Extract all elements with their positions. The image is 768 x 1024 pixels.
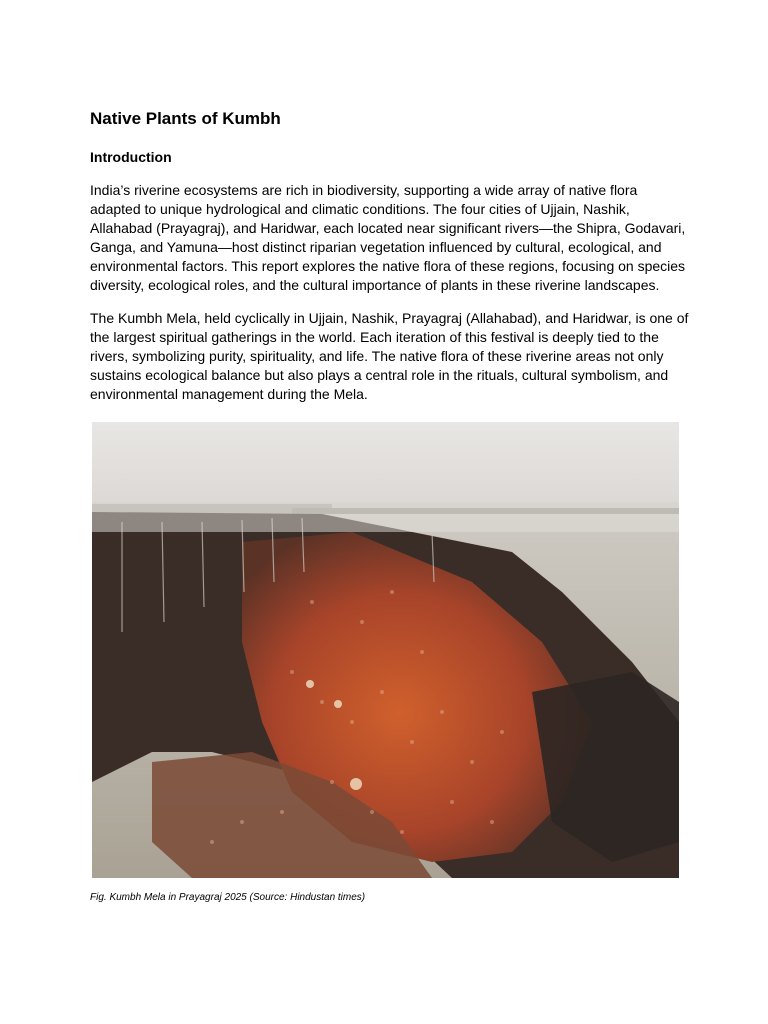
- paragraph-intro: India’s riverine ecosystems are rich in biodiversity, supporting a wide array of native flora adapted to unique hydrological and climatic conditions. The four cities of Ujjain, Nashik, Allahabad (Prayagraj), and Haridwar, each located near significant rivers—the Shipra, Godavari, Ganga, and Yamuna—host distinct riparian vegetation influenced by cultural, ecological, and environmental factors. This report explores the native flora of these regions, focusing on species diversity, ecological roles, and the cultural importance of plants in these riverine landscapes.: [90, 182, 686, 293]
- kumbh-mela-photo: [92, 422, 679, 878]
- paragraph-kumbh-mela: The Kumbh Mela, held cyclically in Ujjain, Nashik, Prayagraj (Allahabad), and Haridwar, is one of the largest spiritual gatherings in the world. Each iteration of this festival is deeply tied to the rivers, symbolizing purity, spirituality, and life. The native flora of these riverine areas not only sustains ecological balance but also plays a central role in the rituals, cultural symbolism, and environmental management during the Mela.: [90, 310, 689, 402]
- document-title: Native Plants of Kumbh: [90, 109, 281, 128]
- figure-caption: Fig. Kumbh Mela in Prayagraj 2025 (Source: Hindustan times): [90, 892, 366, 903]
- section-heading-introduction: Introduction: [90, 149, 172, 165]
